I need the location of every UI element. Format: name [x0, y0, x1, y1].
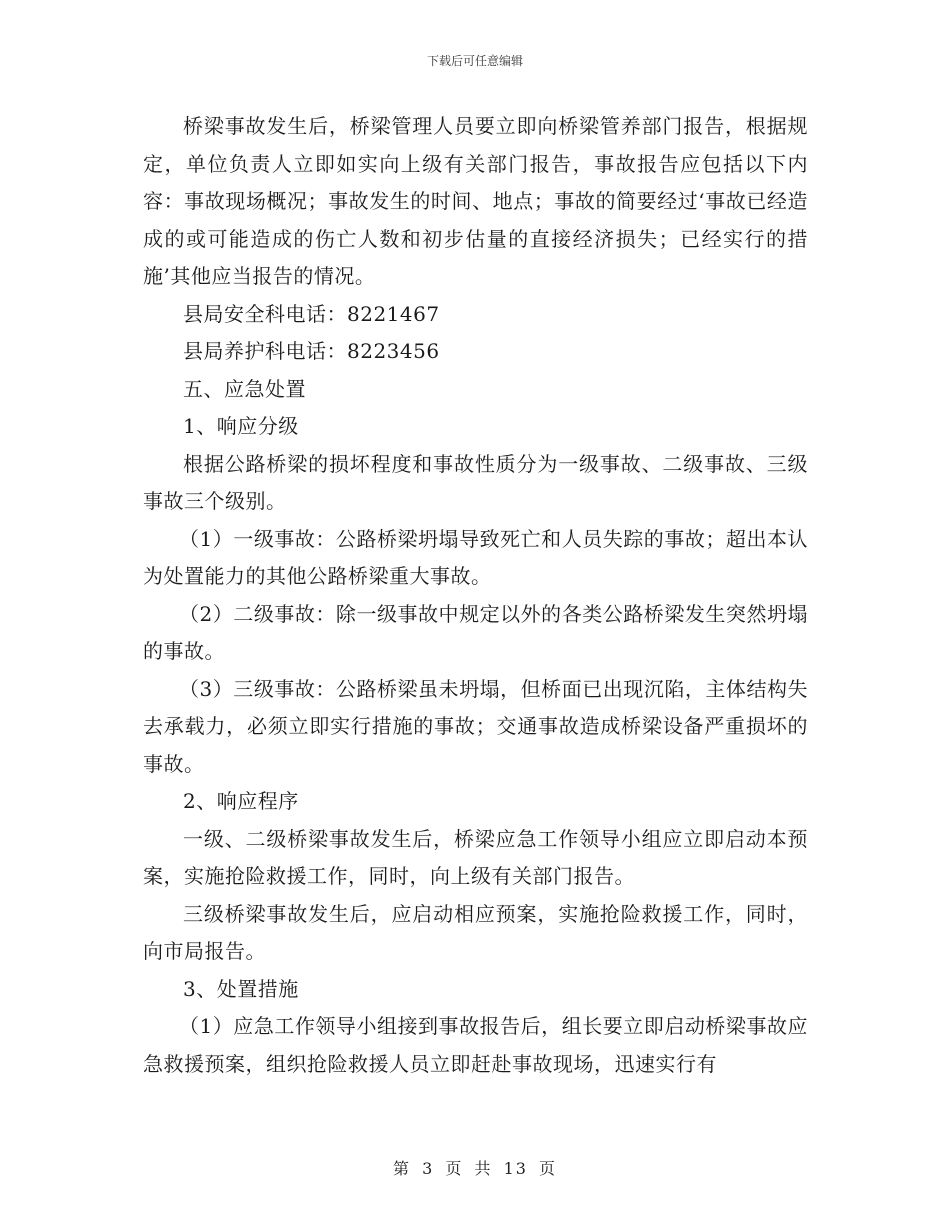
page-footer [0, 1156, 950, 1179]
page-header: 下载后可任意编辑 [426, 54, 523, 68]
paragraph-procedure-level-1-2: 一级、二级桥梁事故发生后，桥梁应急工作领导小组应立即启动本预案，实施抢险救援工作，同时，向上级有关部门报告。 [143, 826, 808, 888]
subsection-2-heading: 2、响应程序 [183, 789, 299, 813]
paragraph-level-2: （2）二级事故：除一级事故中规定以外的各类公路桥梁发生突然坍塌的事故。 [143, 601, 808, 663]
footer-current-page: 3 [422, 1159, 435, 1178]
paragraph-phone-maintenance: 县局养护科电话：8223456 [183, 339, 440, 363]
paragraph-measure-1: （1）应急工作领导小组接到事故报告后，组长要立即启动桥梁事故应急救援预案，组织抢险救援人员立即赶赴事故现场，迅速实行有 [143, 1014, 808, 1076]
paragraph-procedure-level-3: 三级桥梁事故发生后，应启动相应预案，实施抢险救援工作，同时，向市局报告。 [143, 901, 808, 963]
subsection-3-heading: 3、处置措施 [183, 976, 299, 1001]
footer-suffix: 页 [539, 1159, 558, 1178]
paragraph-report-intro: 桥梁事故发生后，桥梁管理人员要立即向桥梁管养部门报告，根据规定，单位负责人立即如实向上级有关部门报告，事故报告应包括以下内容：事故现场概况；事故发生的时间、地点；事故的简要经过‘事故已经造成的或可能造成的伤亡人数和初步估量的直接经济损失；已经实行的措施’其他应当报告的情况。 [143, 114, 808, 288]
paragraph-phone-safety: 县局安全科电话：8221467 [183, 301, 440, 326]
footer-total-pages: 13 [503, 1159, 528, 1178]
paragraph-level-1: （1）一级事故：公路桥梁坍塌导致死亡和人员失踪的事故；超出本认为处置能力的其他公路桥梁重大事故。 [143, 526, 808, 588]
document-body [143, 108, 808, 1083]
subsection-1-heading: 1、响应分级 [183, 414, 299, 438]
footer-total-label: 共 [474, 1159, 493, 1178]
section-5-heading: 五、应急处置 [183, 376, 306, 401]
paragraph-grading-intro: 根据公路桥梁的损坏程度和事故性质分为一级事故、二级事故、三级事故三个级别。 [143, 451, 808, 513]
paragraph-level-3: （3）三级事故：公路桥梁虽未坍塌，但桥面已出现沉陷，主体结构失去承载力，必须立即实行措施的事故；交通事故造成桥梁设备严重损坏的事故。 [143, 676, 808, 776]
footer-prefix: 第 [392, 1159, 411, 1178]
footer-page-label: 页 [445, 1159, 464, 1178]
